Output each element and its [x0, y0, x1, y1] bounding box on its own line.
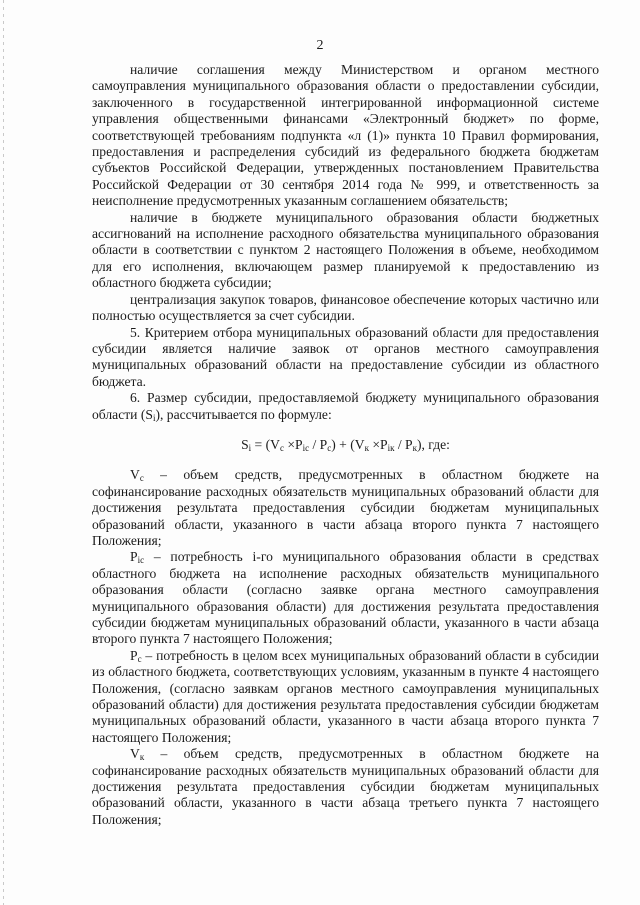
formula-part3-sub: c	[327, 442, 332, 453]
definition-text: – объем средств, предусмотренных в областном бюджете на софинансирование расходных обязательств муниципальных образований области для достижения результата предоставления субсидии бюджетам муниципальных образований области, указанного в части абзаца третьего пункта 7 настоящего Положения;	[92, 746, 599, 827]
formula-lhs: S	[241, 436, 249, 452]
definition-symbol: V	[130, 746, 140, 762]
definition-symbol: V	[130, 467, 140, 483]
formula-part4-sub: к	[364, 442, 369, 453]
definition-symbol-sub: к	[139, 752, 145, 763]
p6-prefix: 6. Размер субсидии, предоставляемой бюджету муниципального образования области (S	[92, 390, 599, 422]
formula-part1-sub: c	[279, 442, 284, 453]
p6-suffix: ), рассчитывается по формуле:	[155, 406, 332, 422]
definition-pic	[92, 549, 599, 647]
definition-vk	[92, 746, 599, 828]
paragraph-budget-allocations: наличие в бюджете муниципального образования области бюджетных ассигнований на исполнение расходного обязательства муниципального образования области в соответствии с пунктом 2 настоящего Положения в объеме, необходимом для его исполнения, включающем размер планируемой к предоставлению из областного бюджета субсидии;	[92, 209, 599, 291]
formula-part2: ×P	[283, 436, 303, 452]
formula-part2-sub: ic	[302, 442, 310, 453]
definition-symbol-sub: c	[139, 473, 144, 484]
document-body	[92, 62, 599, 828]
formula-part5-sub: iк	[387, 442, 395, 453]
page-edge-line	[3, 0, 4, 905]
formula-part4: ) + (V	[331, 436, 365, 452]
formula-part6: / P	[394, 436, 413, 452]
paragraph-subsidy-size	[92, 390, 599, 423]
paragraph-agreement: наличие соглашения между Министерством и органом местного самоуправления муниципального образования области о предоставлении субсидии, заключенного в государственной интегрированной информационной системе управления общественными финансами «Электронный бюджет» по форме, соответствующей требованиям подпункта «л (1)» пункта 10 Правил формирования, предоставления и распределения субсидий из федерального бюджета бюджетам субъектов Российской Федерации, утвержденных постановлением Правительства Российской Федерации от 30 сентября 2014 года № 999, и ответственность за неисполнение предусмотренных указанным соглашением обязательств;	[92, 62, 599, 209]
definition-text: – потребность i-го муниципального образования области в средствах областного бюджета на исполнение расходных обязательств муниципального образования области (согласно заявке органа местного самоуправления муниципального образования области) для достижения результата предоставления субсидии бюджетам муниципальных образований области, указанного в части абзаца второго пункта 7 настоящего Положения;	[92, 549, 599, 647]
paragraph-centralization: централизация закупок товаров, финансовое обеспечение которых частично или полностью осуществляется за счет субсидии.	[92, 291, 599, 324]
definition-symbol-sub: c	[137, 653, 142, 664]
subsidy-formula	[92, 437, 599, 453]
definition-symbol-sub: ic	[137, 555, 145, 566]
formula-part3: / P	[309, 436, 328, 452]
formula-lhs-sub: i	[248, 442, 252, 453]
formula-part6-sub: к	[412, 442, 417, 453]
p6-sub: i	[152, 412, 156, 423]
formula-part5: ×P	[368, 436, 388, 452]
definition-vc	[92, 467, 599, 549]
definition-pc	[92, 648, 599, 746]
paragraph-selection-criterion: 5. Критерием отбора муниципальных образований области для предоставления субсидии является наличие заявок от органов местного самоуправления муниципальных образований области на предоставление субсидии из областного бюджета.	[92, 324, 599, 389]
formula-part7: ), где:	[416, 436, 450, 452]
page-number: 2	[316, 38, 324, 53]
definition-symbol: P	[130, 647, 138, 663]
formula-part1: = (V	[251, 436, 280, 452]
definition-text: – объем средств, предусмотренных в областном бюджете на софинансирование расходных обязательств муниципальных образований области для достижения результата предоставления субсидии бюджетам муниципальных образований области, указанного в части абзаца второго пункта 7 настоящего Положения;	[92, 467, 599, 548]
definition-text: – потребность в целом всех муниципальных образований области в субсидии из областного бюджета, соответствующих условиям, указанным в пункте 4 настоящего Положения, (согласно заявкам органов местного самоуправления муниципальных образований области) для достижения результата предоставления субсидии бюджетам муниципальных образований области, указанного в части абзаца второго пункта 7 настоящего Положения;	[92, 647, 599, 745]
definition-symbol: P	[130, 549, 138, 565]
